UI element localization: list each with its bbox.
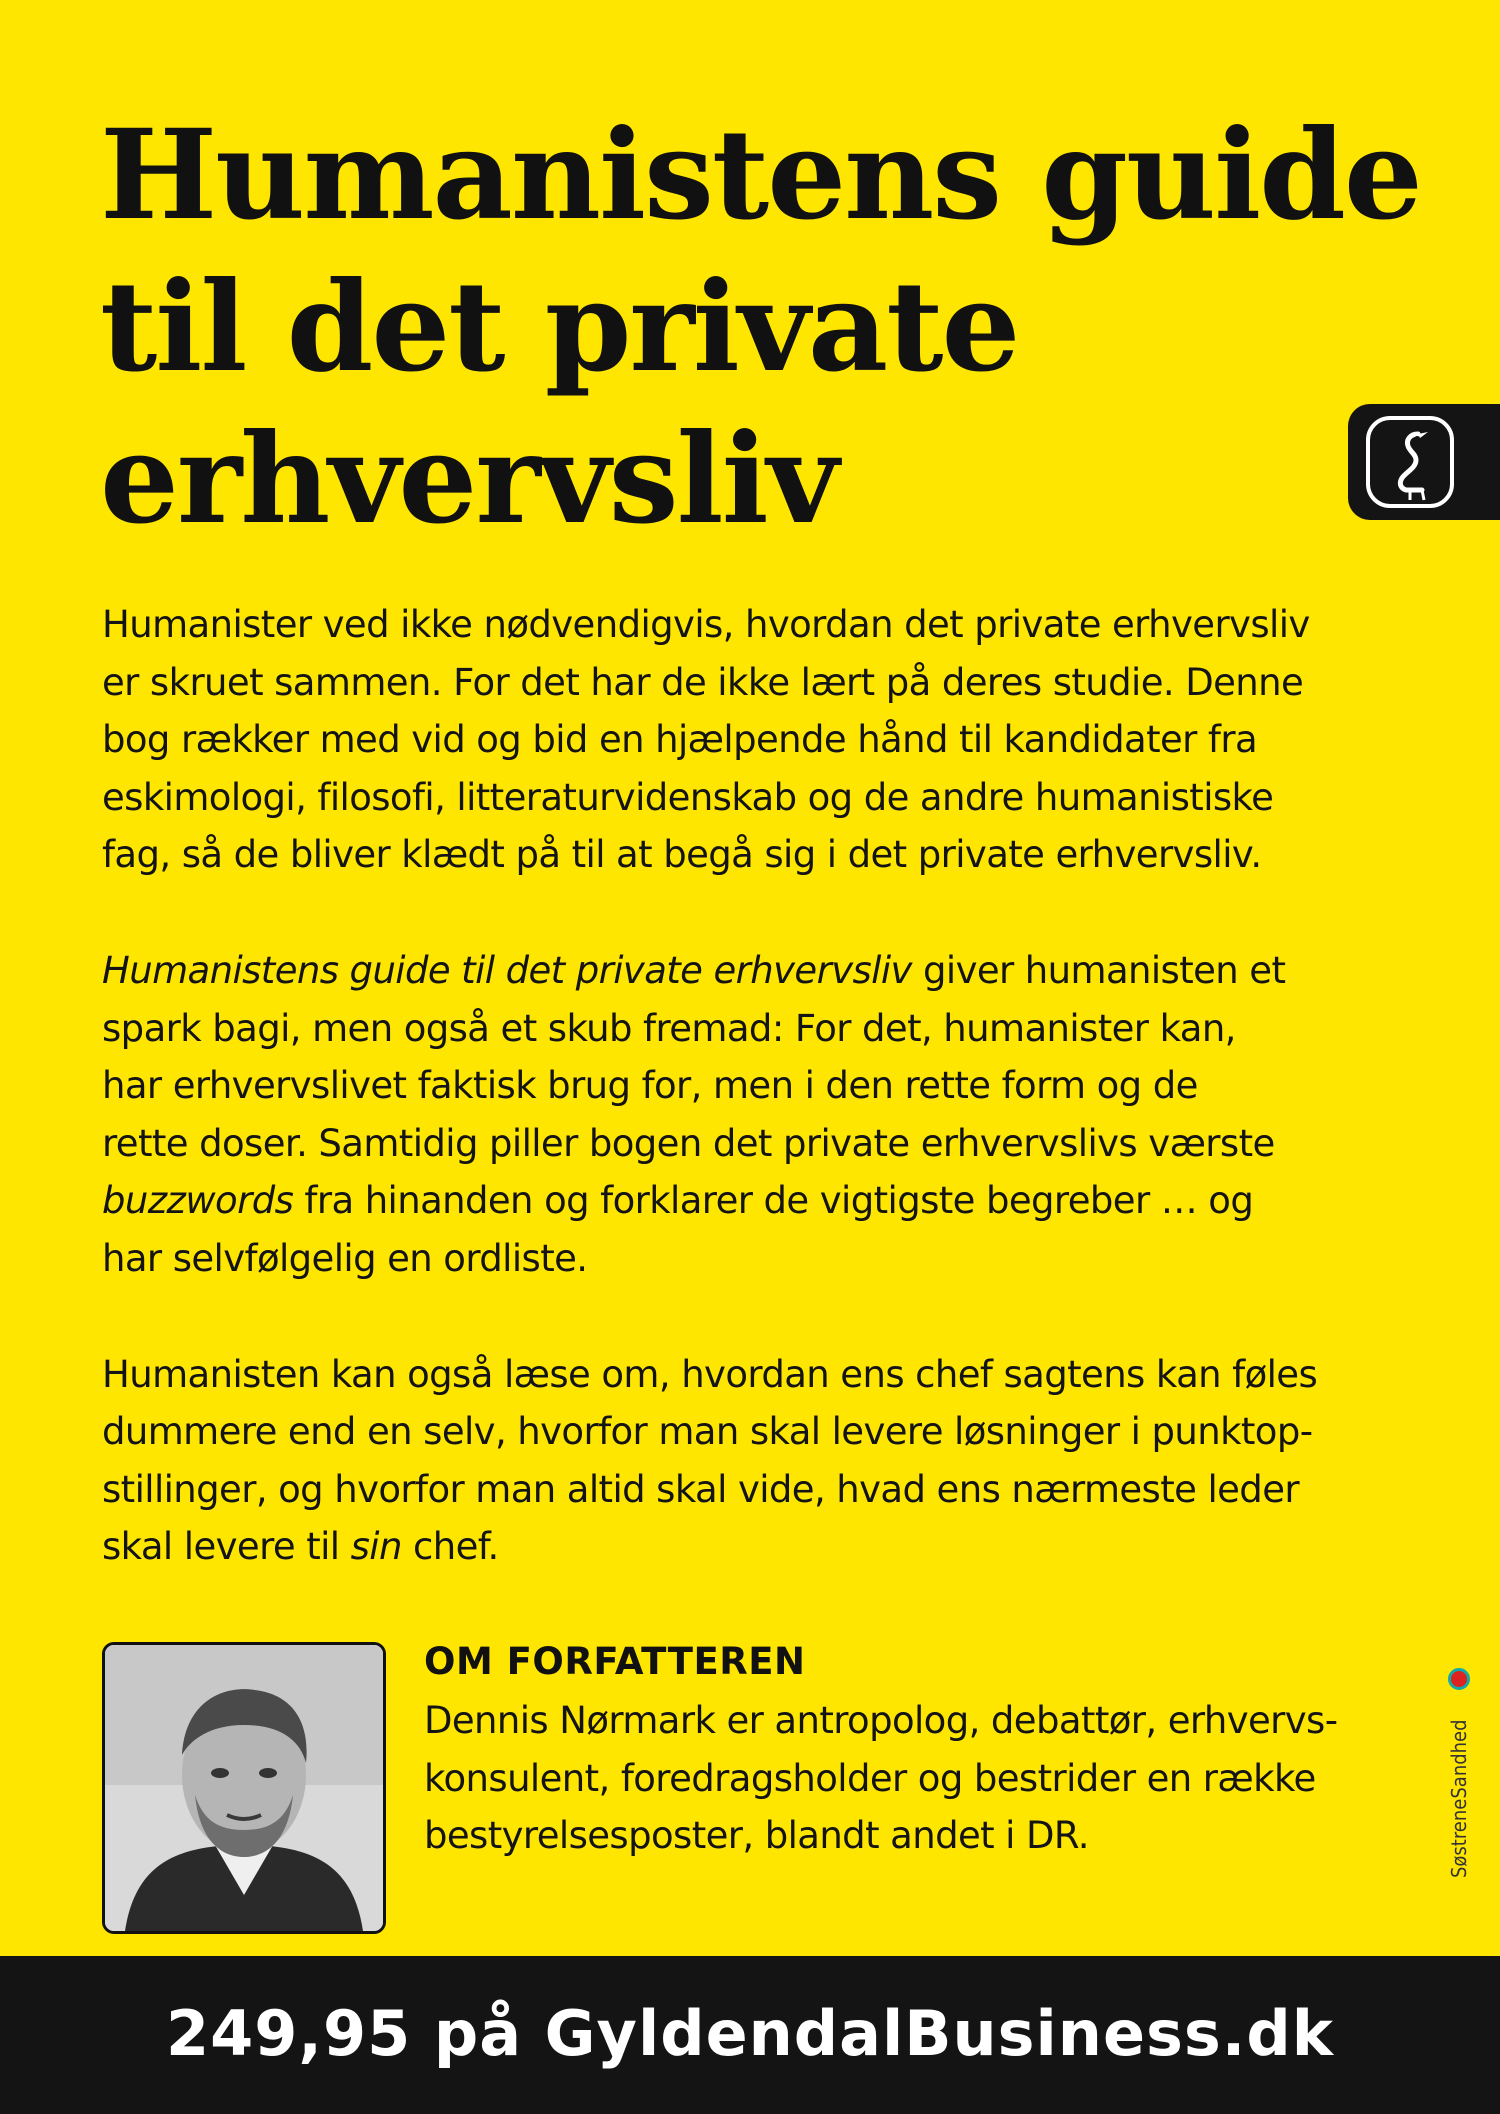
title-line: erhvervsliv (100, 407, 837, 552)
paragraph-3 (102, 1346, 1412, 1576)
author-photo (102, 1642, 386, 1934)
text-fragment: fra hinanden og forklarer de vigtigste begreber … og (293, 1179, 1254, 1223)
text-line: eskimologi, filosofi, litteraturvidenskab og de andre humanistiske (102, 775, 1274, 819)
text-line (102, 1172, 1412, 1230)
design-credit (1444, 1668, 1478, 1878)
author-bio (424, 1692, 1404, 1865)
book-title-italic: Humanistens guide til det private erhvervsliv (102, 948, 912, 992)
text-line: bog rækker med vid og bid en hjælpende hånd til kandidater fra (102, 718, 1258, 762)
text-line: konsulent, foredragsholder og bestrider en række (424, 1756, 1316, 1800)
portrait-image (105, 1645, 383, 1931)
title-line: til det private (100, 255, 1019, 400)
footer-bar (0, 1956, 1500, 2114)
credit-text: SøstreneSandhed (1447, 1719, 1471, 1878)
text-line: Dennis Nørmark er antropolog, debattør, erhvervs- (424, 1699, 1338, 1742)
buzzwords-italic: buzzwords (102, 1179, 294, 1223)
text-fragment: skal levere til (102, 1525, 351, 1569)
text-line: har selvfølgelig en ordliste. (102, 1236, 588, 1280)
sin-italic: sin (350, 1525, 402, 1569)
text-line: rette doser. Samtidig piller bogen det private erhvervslivs værste (102, 1121, 1275, 1165)
description (102, 596, 1412, 1634)
paragraph-2 (102, 942, 1412, 1288)
text-line: er skruet sammen. For det har de ikke lært på deres studie. Denne (102, 660, 1304, 704)
text-line (102, 1518, 1412, 1576)
text-line: fag, så de bliver klædt på til at begå sig i det private erhvervsliv. (102, 833, 1262, 877)
price-link[interactable]: 249,95 på GyldendalBusiness.dk (166, 1997, 1334, 2070)
text-line: stillinger, og hvorfor man altid skal vide, hvad ens nærmeste leder (102, 1467, 1299, 1511)
book-title (100, 100, 1421, 556)
heron-icon (1362, 414, 1458, 510)
text-line (102, 942, 1412, 1000)
paragraph-1 (102, 596, 1412, 884)
text-line: dummere end en selv, hvorfor man skal levere løsninger i punktop- (102, 1410, 1313, 1454)
text-fragment: giver humanisten et (911, 948, 1286, 992)
text-line: bestyrelsesposter, blandt andet i DR. (424, 1814, 1089, 1858)
credit-badge-icon (1448, 1668, 1470, 1690)
publisher-logo-tab (1348, 404, 1500, 520)
text-line: Humanisten kan også læse om, hvordan ens chef sagtens kan føles (102, 1352, 1318, 1396)
text-line: Humanister ved ikke nødvendigvis, hvordan det private erhvervsliv (102, 603, 1310, 646)
text-line: spark bagi, men også et skub fremad: For det, humanister kan, (102, 1006, 1236, 1050)
author-heading: OM FORFATTEREN (424, 1640, 806, 1683)
title-line: Humanistens guide (100, 103, 1421, 248)
text-line: har erhvervslivet faktisk brug for, men i den rette form og de (102, 1064, 1198, 1108)
text-fragment: chef. (401, 1525, 499, 1569)
